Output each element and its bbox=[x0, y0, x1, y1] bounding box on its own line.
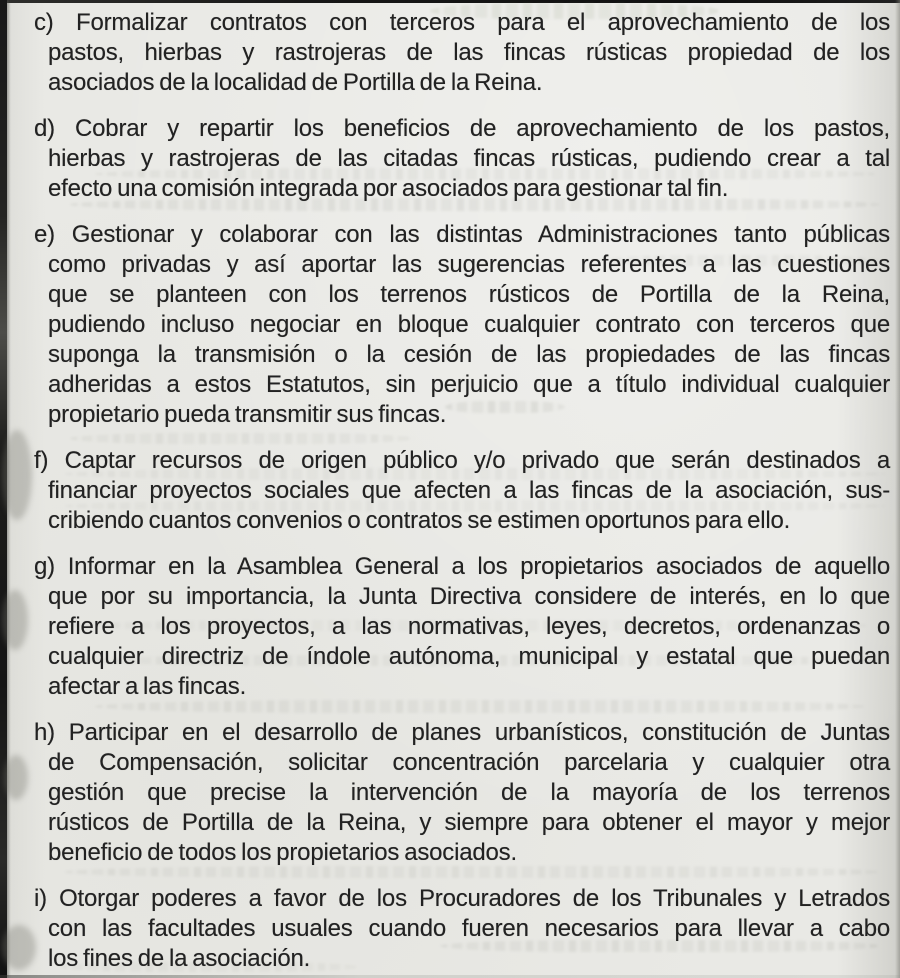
text-line: financiar proyectos sociales que afecten a las fincas de la asociación, sus- bbox=[48, 477, 890, 504]
text-line: e) Gestionar y colaborar con las distintas Administraciones tanto públicas bbox=[34, 221, 890, 248]
item-label: h) bbox=[34, 719, 55, 746]
text-line: cribiendo cuantos convenios o contratos se estimen oportunos para ello. bbox=[48, 507, 791, 534]
statute-item-h bbox=[34, 718, 890, 868]
text-line: c) Formalizar contratos con terceros para el aprovechamiento de los bbox=[34, 9, 890, 36]
statute-item-d bbox=[34, 114, 890, 204]
text-line: beneficio de todos los propietarios asociados. bbox=[48, 839, 517, 866]
text-line: hierbas y rastrojeras de las citadas fincas rústicas, pudiendo crear a tal bbox=[48, 145, 890, 172]
scan-edge-top bbox=[0, 0, 900, 3]
text-line: como privadas y así aportar las sugerencias referentes a las cuestiones bbox=[48, 251, 890, 278]
text-line: de Compensación, solicitar concentración parcelaria y cualquier otra bbox=[48, 749, 890, 776]
text-line: propietario pueda transmitir sus fincas. bbox=[48, 401, 447, 428]
statute-item-f bbox=[34, 446, 890, 536]
statute-item-e bbox=[34, 220, 890, 430]
text-line: h) Participar en el desarrollo de planes urbanísticos, constitución de Juntas bbox=[34, 719, 890, 746]
text-line: con las facultades usuales cuando fueren necesarios para llevar a cabo bbox=[48, 915, 890, 942]
statutes-list bbox=[0, 8, 900, 974]
text-line: gestión que precise la intervención de la mayoría de los terrenos bbox=[48, 779, 890, 806]
text-line: g) Informar en la Asamblea General a los propietarios asociados de aquello bbox=[34, 553, 890, 580]
text-line: pudiendo incluso negociar en bloque cualquier contrato con terceros que bbox=[48, 311, 890, 338]
item-label: i) bbox=[34, 885, 47, 912]
text-line: los fines de la asociación. bbox=[48, 945, 311, 972]
item-label: g) bbox=[34, 553, 55, 580]
text-line: pastos, hierbas y rastrojeras de las fincas rústicas propiedad de los bbox=[48, 39, 890, 66]
text-line: suponga la transmisión o la cesión de las propiedades de las fincas bbox=[48, 341, 890, 368]
text-line: asociados de la localidad de Portilla de la Reina. bbox=[48, 69, 543, 96]
text-line: que por su importancia, la Junta Directiva considere de interés, en lo que bbox=[48, 583, 890, 610]
statute-item-g bbox=[34, 552, 890, 702]
text-line: i) Otorgar poderes a favor de los Procuradores de los Tribunales y Letrados bbox=[34, 885, 890, 912]
text-line: efecto una comisión integrada por asociados para gestionar tal fin. bbox=[48, 175, 729, 202]
item-label: d) bbox=[34, 115, 55, 142]
item-label: e) bbox=[34, 221, 55, 248]
text-line: rústicos de Portilla de la Reina, y siempre para obtener el mayor y mejor bbox=[48, 809, 890, 836]
statute-item-c bbox=[34, 8, 890, 98]
text-line: adheridas a estos Estatutos, sin perjuicio que a título individual cualquier bbox=[48, 371, 890, 398]
text-line: d) Cobrar y repartir los beneficios de aprovechamiento de los pastos, bbox=[34, 115, 890, 142]
text-line: refiere a los proyectos, a las normativas, leyes, decretos, ordenanzas o bbox=[48, 613, 890, 640]
statute-item-i bbox=[34, 884, 890, 974]
text-line: afectar a las fincas. bbox=[48, 673, 247, 700]
text-line: cualquier directriz de índole autónoma, municipal y estatal que puedan bbox=[48, 643, 890, 670]
text-line: f) Captar recursos de origen público y/o privado que serán destinados a bbox=[34, 447, 890, 474]
item-label: c) bbox=[34, 9, 54, 36]
text-line: que se planteen con los terrenos rústicos de Portilla de la Reina, bbox=[48, 281, 890, 308]
item-label: f) bbox=[34, 447, 49, 474]
